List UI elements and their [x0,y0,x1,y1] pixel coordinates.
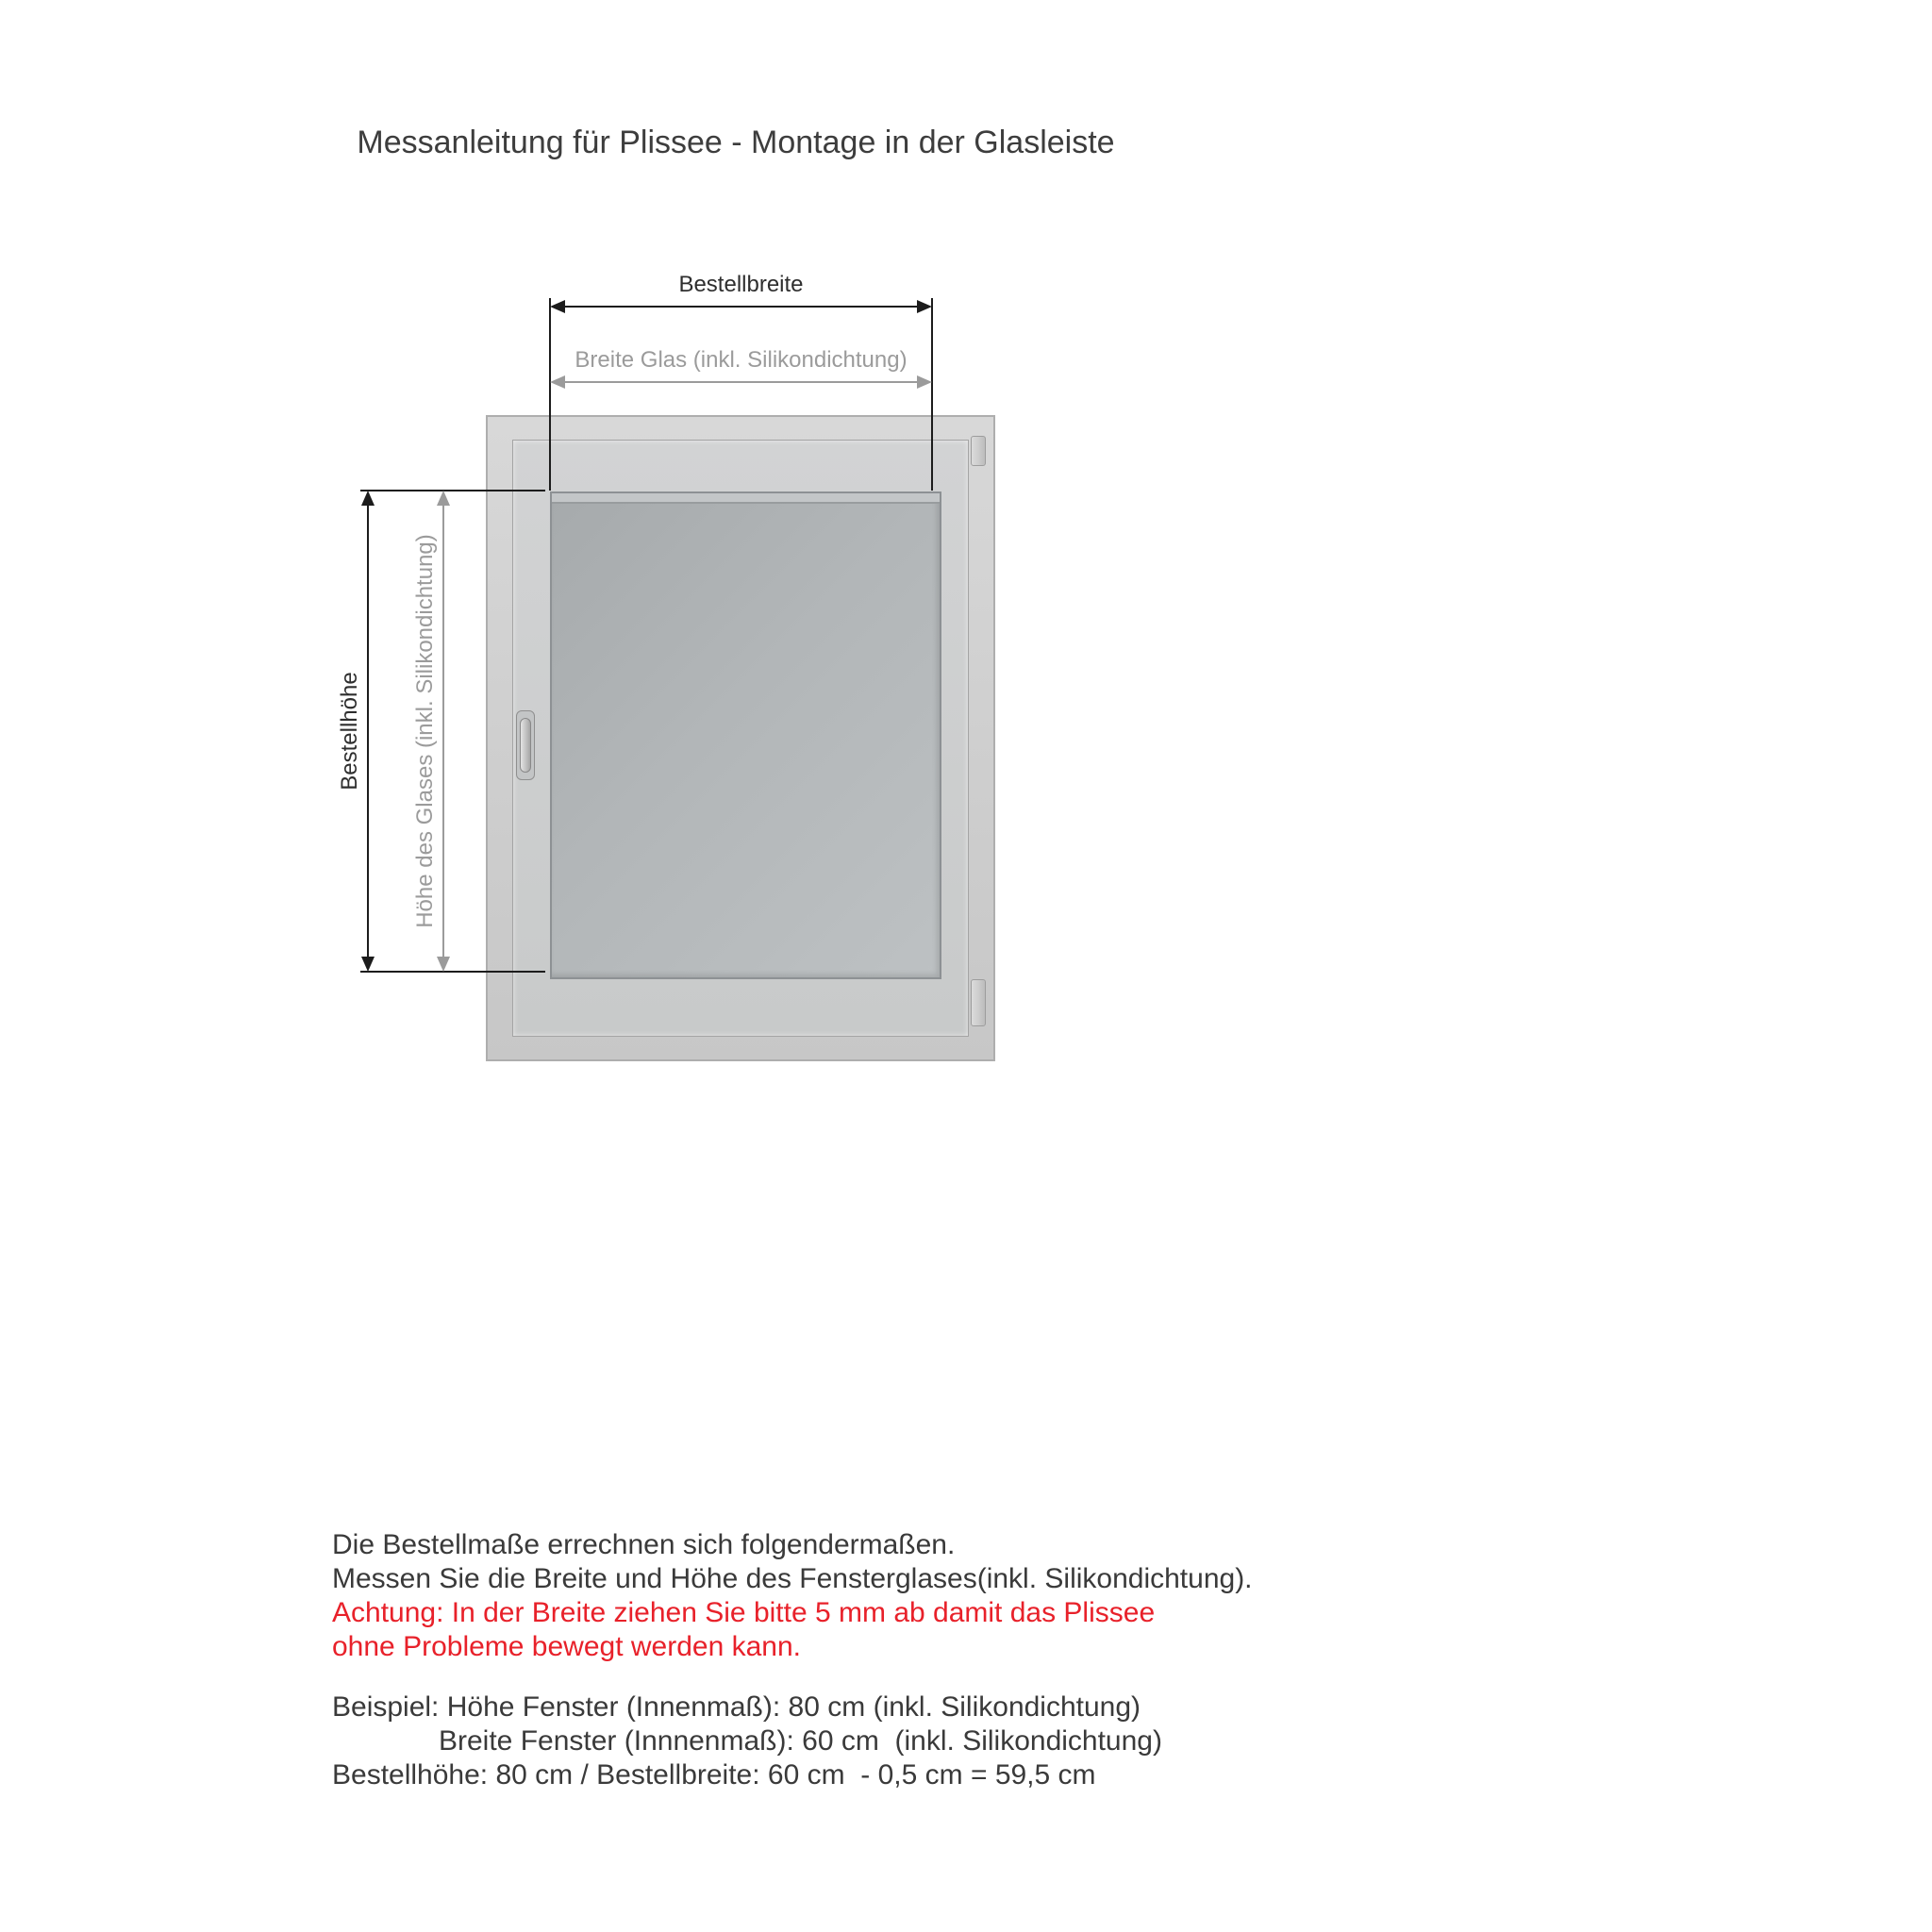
order-height-arrowhead-bottom [361,957,375,972]
glass-width-label: Breite Glas (inkl. Silikondichtung) [575,347,908,373]
order-height-label: Bestellhöhe [337,672,362,791]
page-title: Messanleitung für Plissee - Montage in der Glasleiste [357,125,1115,160]
hinge-bottom-icon [971,979,986,1026]
window-glass [550,491,941,979]
order-width-arrowhead-right [917,300,932,313]
window-handle [520,718,531,773]
glass-height-label: Höhe des Glases (inkl. Silikondichtung) [412,534,438,928]
order-width-label: Bestellbreite [678,272,804,297]
order-width-arrowhead-left [550,300,565,313]
instruction-line-1: Die Bestellmaße errechnen sich folgendermaßen. [332,1529,956,1560]
example-line-3: Bestellhöhe: 80 cm / Bestellbreite: 60 cm - 0,5 cm = 59,5 cm [332,1759,1096,1790]
window-sash [512,440,969,1037]
example-line-2: Breite Fenster (Innnenmaß): 60 cm (inkl. Silikondichtung) [439,1725,1162,1757]
warning-line-2: ohne Probleme bewegt werden kann. [332,1631,801,1662]
order-height-arrowhead-top [361,491,375,506]
hinge-top-icon [971,436,986,466]
glass-bead-top-profile [552,493,940,504]
example-line-1: Beispiel: Höhe Fenster (Innenmaß): 80 cm (inkl. Silikondichtung) [332,1691,1141,1723]
example-text-block [332,1690,1162,1792]
glass-width-arrowhead-left [550,375,565,389]
instruction-text-block [332,1528,1253,1664]
glass-width-arrowhead-right [917,375,932,389]
instruction-line-2: Messen Sie die Breite und Höhe des Fensterglases(inkl. Silikondichtung). [332,1563,1253,1594]
window-outer-frame [486,415,995,1061]
warning-line-1: Achtung: In der Breite ziehen Sie bitte 5 mm ab damit das Plissee [332,1597,1156,1628]
